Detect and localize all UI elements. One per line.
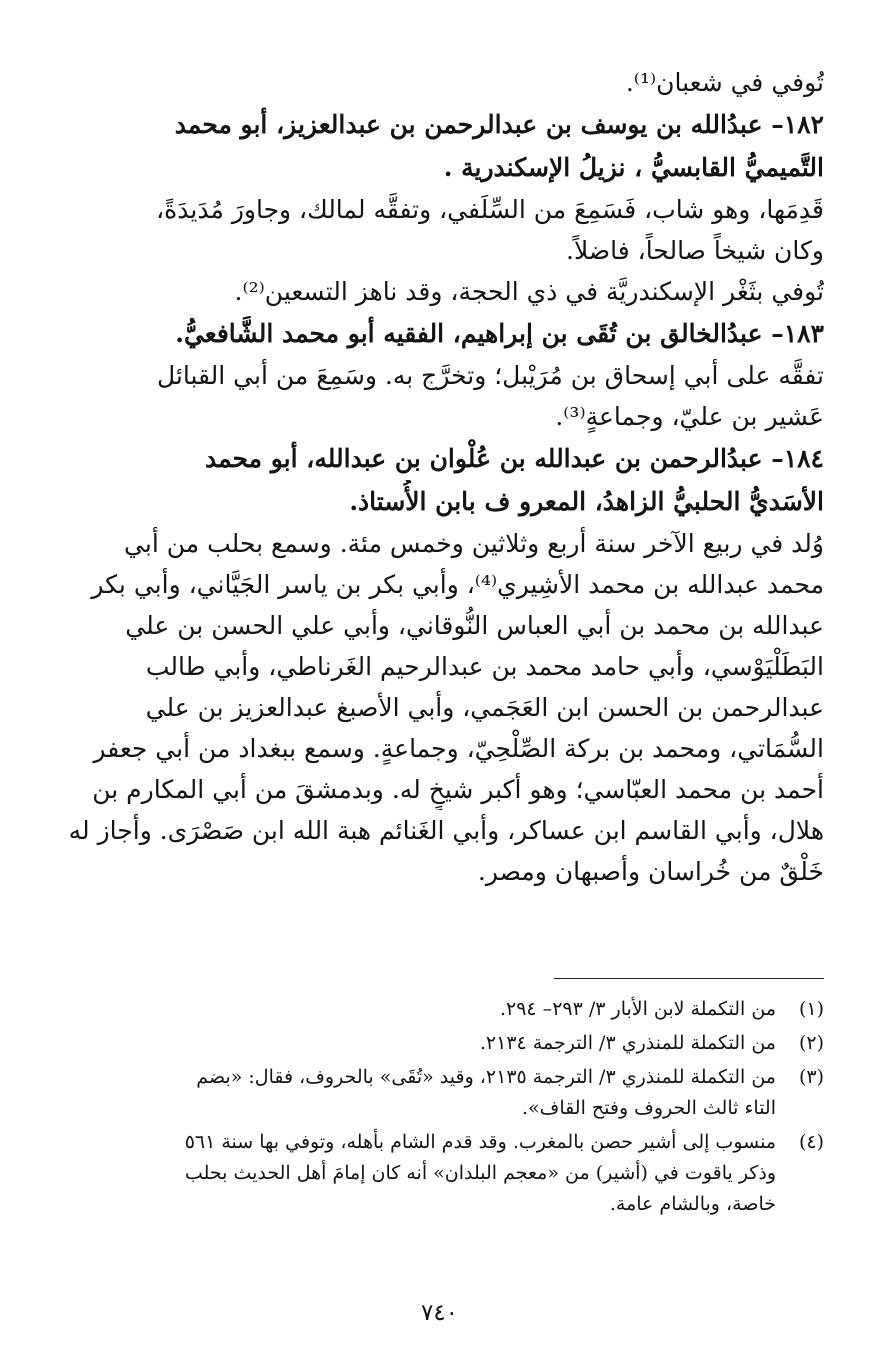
footnote-separator: [554, 978, 824, 979]
footnote-text: وذكر ياقوت في (أشير) من «معجم البلدان» أنه كان إمامَ أهل الحديث بحلب: [184, 1162, 776, 1184]
footnote-text: من التكملة لابن الأبار ٣/ ٢٩٣– ٢٩٤.: [499, 998, 776, 1020]
footnote-text: خاصة، وبالشام عامة.: [609, 1193, 776, 1215]
entry-heading-184: ١٨٤– عبدُالرحمن بن عبدالله بن عُلْوان بن عبدالله، أبو محمد: [204, 444, 824, 473]
footnote: [46, 994, 824, 1025]
footnote-text: منسوب إلى أشير حصن بالمغرب. وقد قدم الشام بأهله، وتوفي بها سنة ٥٦١: [184, 1131, 776, 1153]
footnote: [46, 1062, 824, 1124]
text-line: وُلد في ربيع الآخر سنة أربع وثلاثين وخمس مئة. وسمع بحلب من أبي: [124, 529, 824, 558]
footnote-number: (٣): [798, 1066, 824, 1088]
footnote-number: (٤): [798, 1131, 824, 1153]
text-line: محمد عبدالله بن محمد الأشِيري⁽⁴⁾، وأبي بكر بن ياسر الجَيَّاني، وأبي بكر: [91, 570, 824, 599]
text-line: تُوفي بثَغْر الإسكندريَّة في ذي الحجة، وقد ناهز التسعين⁽²⁾.: [234, 277, 824, 306]
text-line: تفقَّه على أبي إسحاق بن مُرَيْبل؛ وتخرَّج به. وسَمِعَ من أبي القبائل: [156, 361, 824, 390]
text-line: البَطَلْيَوْسي، وأبي حامد محمد بن عبدالرحيم الغَرناطي، وأبي طالب: [145, 652, 824, 681]
entry-heading-182: ١٨٢– عبدُالله بن يوسف بن عبدالرحمن بن عبدالعزيز، أبو محمد: [174, 110, 824, 139]
text-line: قَدِمَها، وهو شاب، فَسَمِعَ من السِّلَفي، وتفقَّه لمالك، وجاورَ مُدَيدَةً،: [156, 195, 824, 224]
footnote-text: التاء ثالث الحروف وفتح القاف».: [522, 1097, 776, 1119]
entry-heading-183: ١٨٣– عبدُالخالق بن تُقَى بن إبراهيم، الفقيه أبو محمد الشَّافعيُّ.: [175, 319, 824, 348]
page-number: ٧٤٠: [420, 1300, 459, 1326]
text-line: عبدالرحمن بن الحسن ابن العَجَمي، وأبي الأصبغ عبدالعزيز بن علي: [145, 693, 824, 722]
text-line: وكان شيخاً صالحاً، فاضلاً.: [566, 236, 824, 265]
text-line: خَلْقٌ من خُراسان وأصبهان ومصر.: [477, 857, 824, 886]
footnote: [46, 1127, 824, 1220]
text-line: هلال، وأبي القاسم ابن عساكر، وأبي الغَنائم هبة الله ابن صَصْرَى. وأجاز له: [68, 816, 824, 845]
footnotes: [46, 994, 824, 1223]
footnote: [46, 1028, 824, 1059]
text-line: السُّمَاتي، ومحمد بن بركة الصِّلْحِيّ، وجماعةٍ. وسمع ببغداد من أبي جعفر: [93, 734, 824, 763]
entry-heading-184-cont: الأسَديُّ الحلبيُّ الزاهدُ، المعرو ف بابن الأُستاذ.: [349, 487, 824, 516]
footnote-text: من التكملة للمنذري ٣/ الترجمة ٢١٣٥، وقيد «تُقَى» بالحروف، فقال: «بضم: [196, 1066, 776, 1088]
text-line: تُوفي في شعبان⁽¹⁾.: [625, 68, 824, 97]
footnote-number: (١): [798, 998, 824, 1020]
footnote-number: (٢): [798, 1032, 824, 1054]
text-line: عَشير بن عليّ، وجماعةٍ⁽³⁾.: [555, 402, 824, 431]
main-text: [46, 62, 824, 892]
text-line: عبدالله بن محمد بن أبي العباس النُّوقاني، وأبي علي الحسن بن علي: [125, 611, 824, 640]
entry-heading-182-cont: التَّميميُّ القابسيُّ ، نزيلُ الإسكندرية .: [443, 153, 824, 182]
text-line: أحمد بن محمد العبّاسي؛ وهو أكبر شيخٍ له. وبدمشقَ من أبي المكارم بن: [92, 775, 824, 804]
footnote-text: من التكملة للمنذري ٣/ الترجمة ٢١٣٤.: [479, 1032, 776, 1054]
